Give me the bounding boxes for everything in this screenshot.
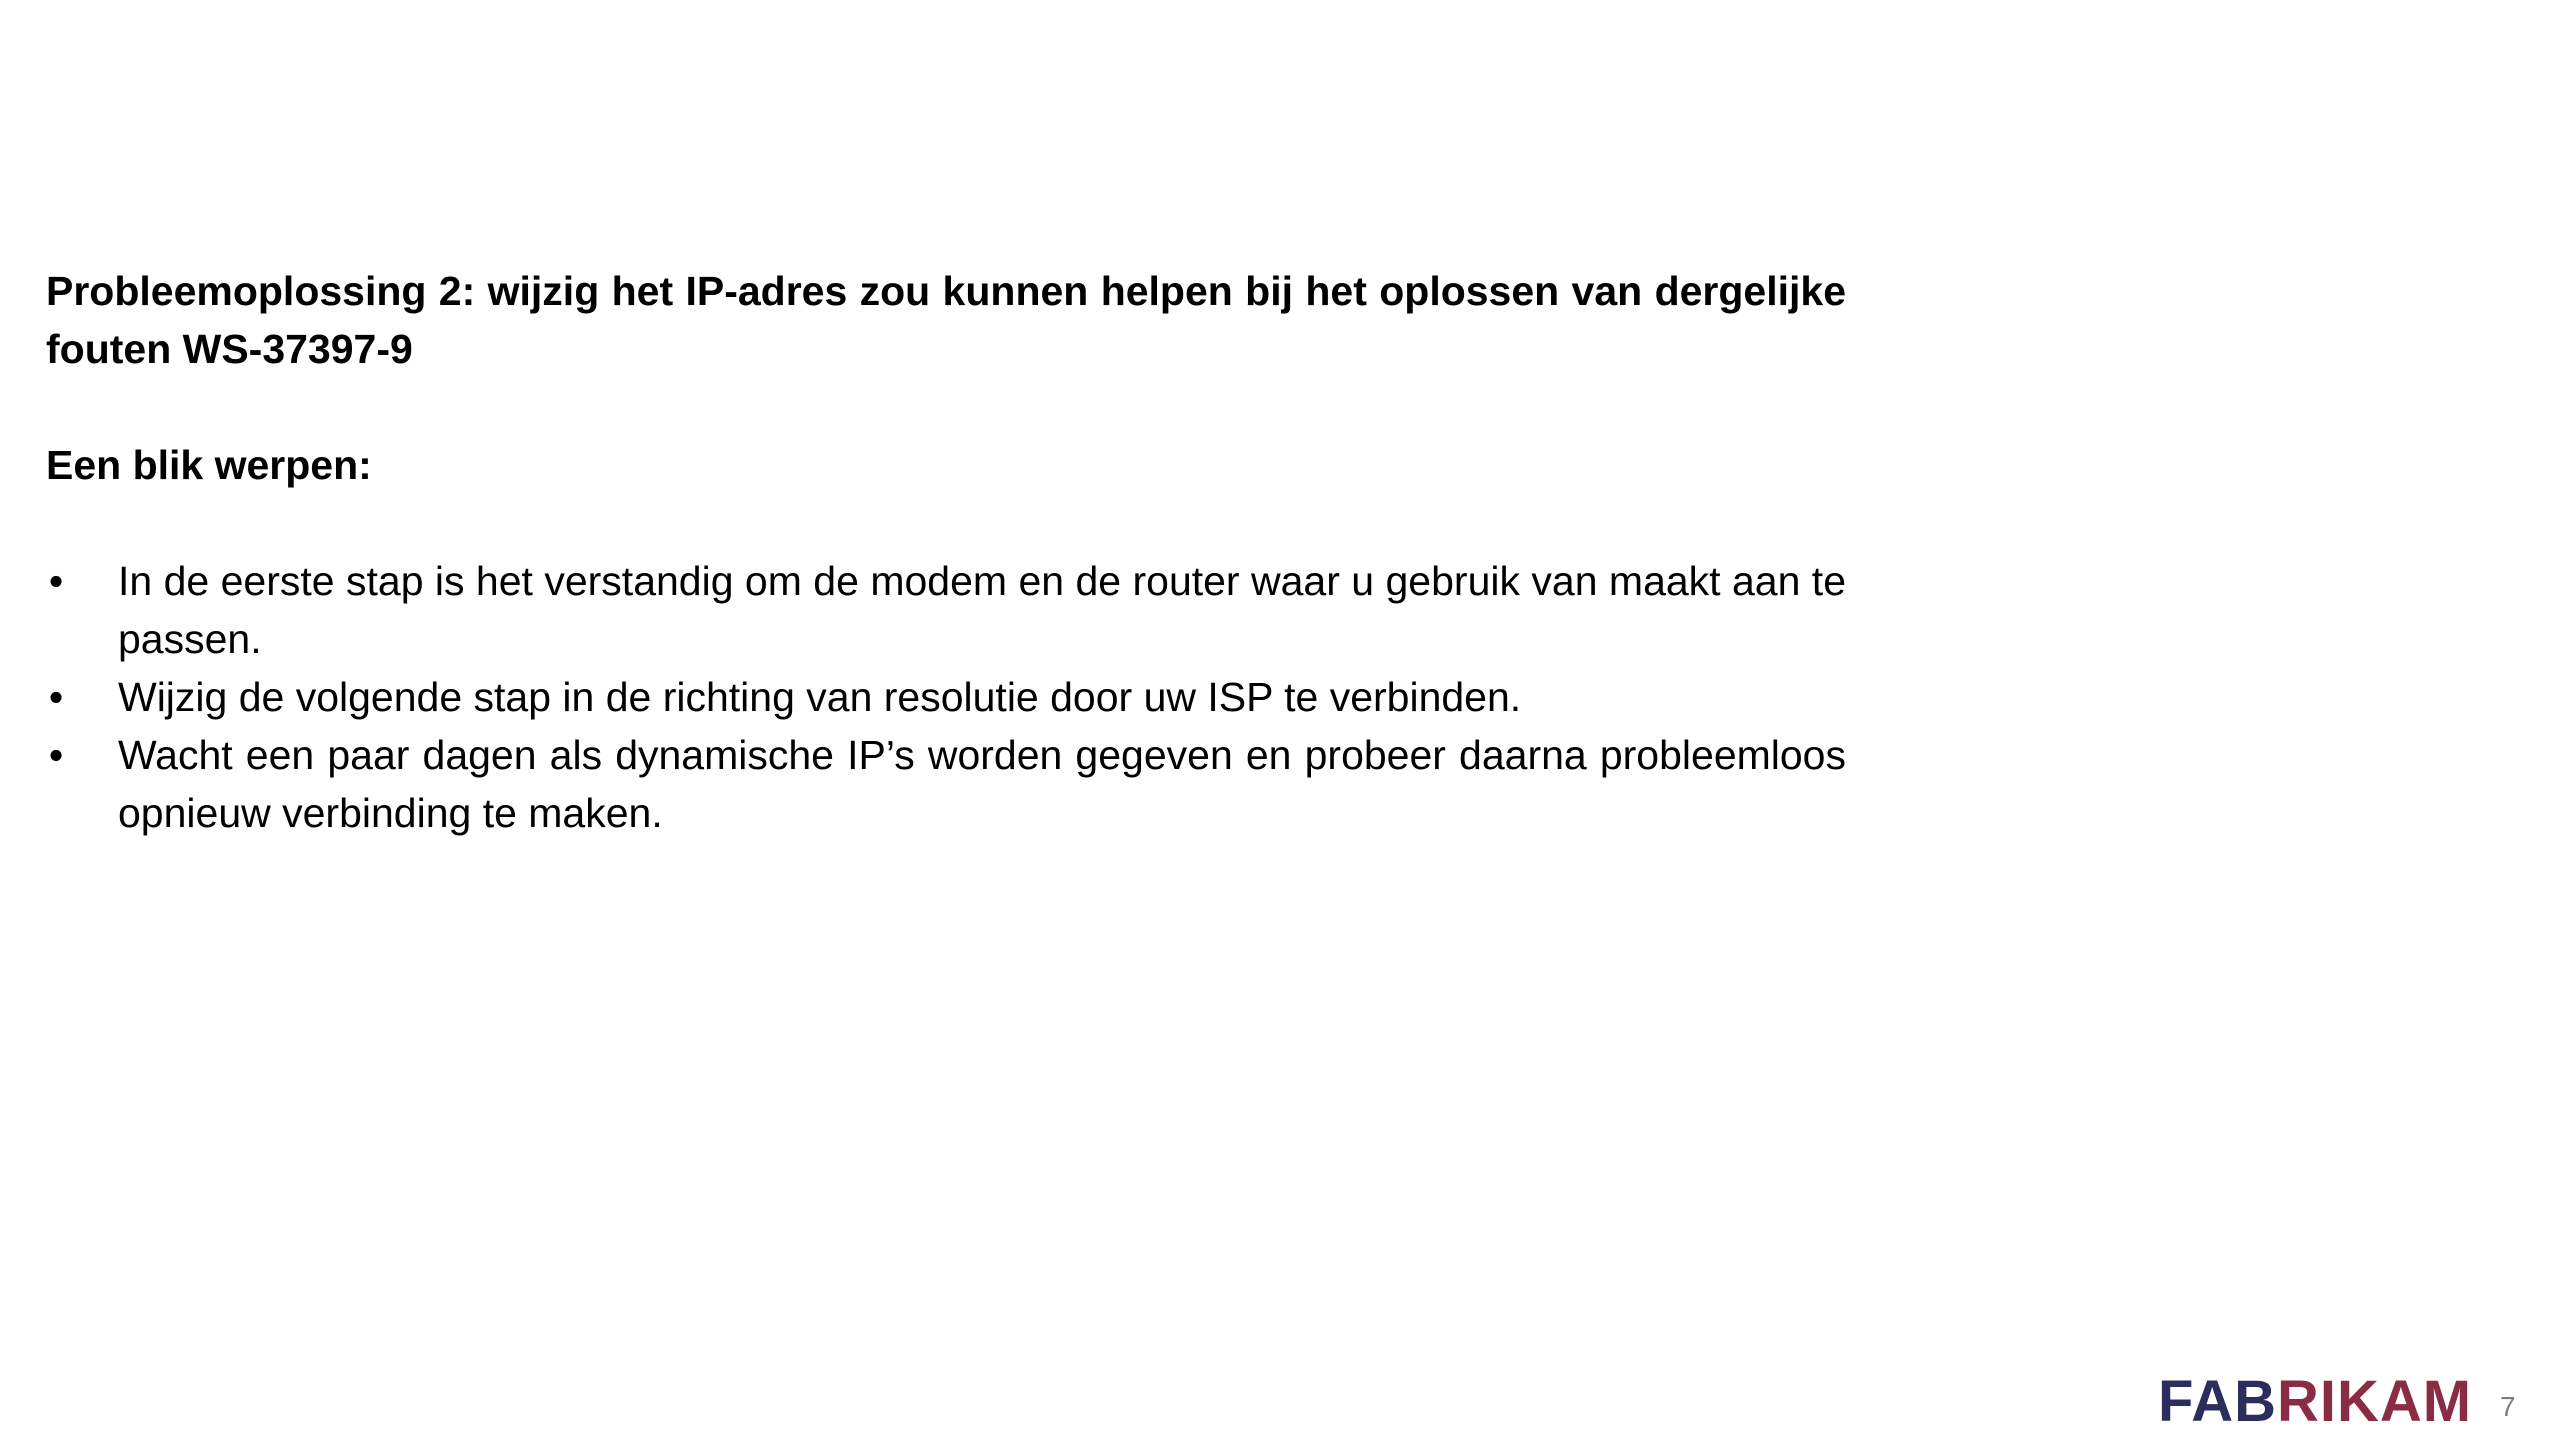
bullet-item (46, 668, 1846, 726)
bullet-item (46, 726, 1846, 842)
bullet-item (46, 552, 1846, 668)
bullet-list (46, 552, 1846, 842)
logo-text-secondary: RIKAM (2277, 1369, 2473, 1434)
bullet-text: Wijzig de volgende stap in de richting van resolutie door uw ISP te verbinden. (118, 674, 1522, 720)
slide-heading: Probleemoplossing 2: wijzig het IP-adres zou kunnen helpen bij het oplossen van dergelijke fouten WS-37397-9 (46, 268, 1846, 372)
fabrikam-logo (2158, 1369, 2473, 1434)
slide-content (46, 262, 1846, 842)
bullet-text: In de eerste stap is het verstandig om de modem en de router waar u gebruik van maakt aan te passen. (118, 558, 1846, 662)
bullet-marker: • (48, 732, 64, 778)
bullet-marker: • (48, 558, 64, 604)
bullet-text: Wacht een paar dagen als dynamische IP’s worden gegeven en probeer daarna probleemloos opnieuw verbinding te maken. (118, 732, 1846, 836)
logo-text-primary: FAB (2158, 1369, 2277, 1434)
bullet-marker: • (48, 674, 64, 720)
page-number: 7 (2500, 1391, 2516, 1422)
slide-subheading: Een blik werpen: (46, 442, 372, 488)
